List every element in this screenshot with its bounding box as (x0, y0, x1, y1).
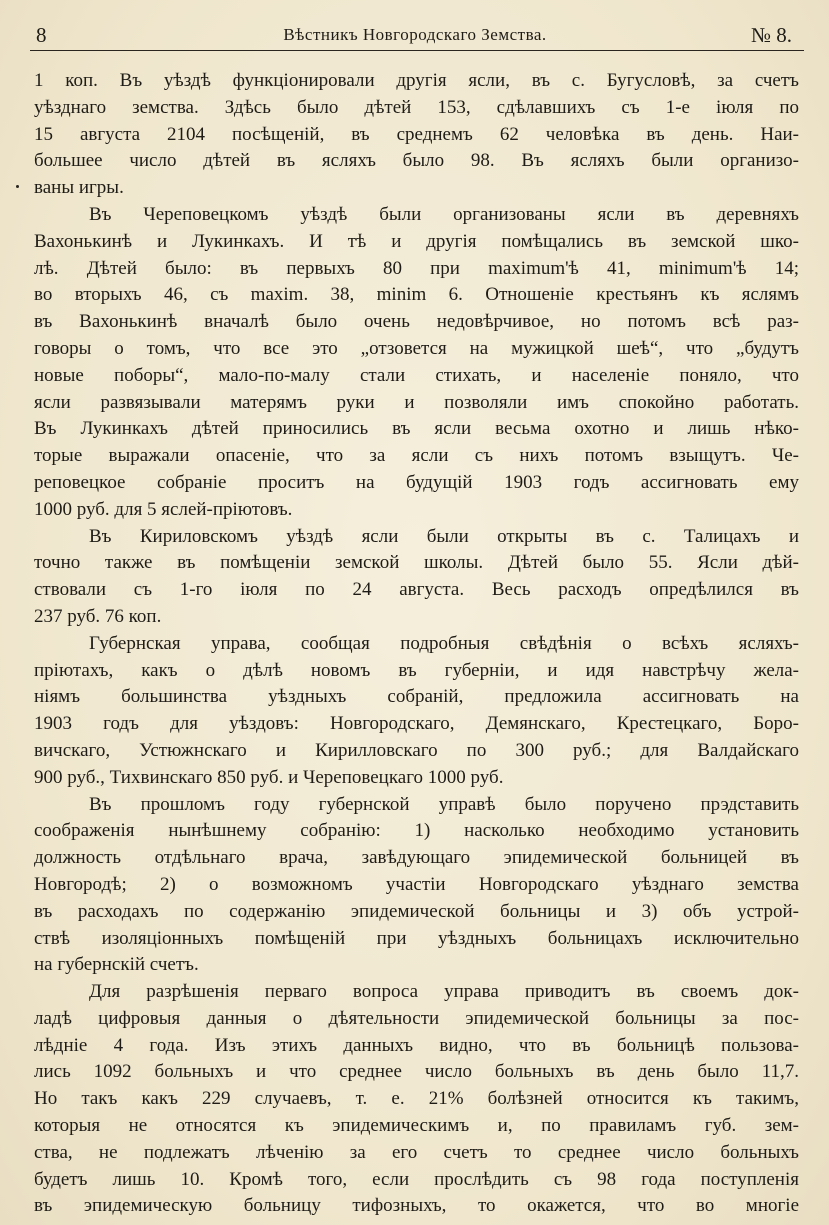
text-line: уѣзднаго земства. Здѣсь было дѣтей 153, сдѣлавшихъ съ 1-е іюля по (34, 96, 799, 118)
text-line: Губернская управа, сообщая подробныя свѣдѣнія о всѣхъ ясляхъ- (89, 632, 799, 654)
text-line: ства, не подлежатъ лѣченію за его счетъ то среднее число больныхъ (34, 1141, 799, 1163)
text-line: ладѣ цифровыя данныя о дѣятельности эпидемической больницы за пос- (34, 1007, 799, 1029)
text-line: которыя не относятся къ эпидемическимъ и, по правиламъ губ. зем- (34, 1115, 799, 1137)
text-line: вичскаго, Устюжнскаго и Кирилловскаго по 300 руб.; для Валдайскаго (34, 739, 799, 761)
text-line: точно также въ помѣщеніи земской школы. Дѣтей было 55. Ясли дѣй- (34, 552, 799, 574)
text-line: Для разрѣшенія перваго вопроса управа приводитъ въ своемъ док- (89, 981, 799, 1003)
text-line: пріютахъ, какъ о дѣлѣ новомъ въ губерніи, и идя навстрѣчу жела- (34, 659, 799, 681)
text-line: 1 коп. Въ уѣздѣ функціонировали другія ясли, въ с. Бугусловѣ, за счетъ (34, 70, 799, 91)
text-line: соображенія нынѣшнему собранію: 1) насколько необходимо установить (34, 820, 799, 842)
ink-speck (16, 185, 19, 188)
text-line: во вторыхъ 46, съ maxim. 38, minim 6. Отношеніе крестьянъ къ яслямъ (34, 284, 799, 306)
text-line: 237 руб. 76 коп. (34, 605, 162, 627)
text-line: должность отдѣльнаго врача, завѣдующаго эпидемической больницей въ (34, 847, 799, 869)
issue-number: № 8. (750, 23, 792, 47)
text-line: ясли развязывали матерямъ руки и позволяли имъ спокойно работать. (34, 391, 799, 413)
text-line: торые выражали опасеніе, что за ясли съ нихъ потомъ взыщутъ. Че- (34, 445, 799, 467)
text-line: говоры о томъ, что все это „отзовется на мужицкой шеѣ“, что „будутъ (34, 337, 799, 359)
text-line: лись 1092 больныхъ и что среднее число больныхъ въ день было 11,7. (34, 1061, 799, 1083)
text-line: 1903 годъ для уѣздовъ: Новгородскаго, Демянскаго, Крестецкаго, Боро- (34, 713, 799, 735)
text-line: большее число дѣтей въ ясляхъ было 98. Въ ясляхъ были организо- (34, 150, 799, 172)
text-line: ніямъ большинства уѣздныхъ собраній, предложила ассигновать на (34, 686, 799, 708)
text-line: 1000 руб. для 5 яслей-пріютовъ. (34, 498, 293, 520)
text-line: Но такъ какъ 229 случаевъ, т. е. 21% болѣзней относится къ такимъ, (34, 1088, 799, 1110)
text-line: будетъ лишь 10. Кромѣ того, если прослѣдить съ 98 года поступленія (34, 1168, 799, 1190)
text-line: въ эпидемическую больницу тифозныхъ, то окажется, что во многіе (34, 1195, 799, 1217)
text-line: Въ Череповецкомъ уѣздѣ были организованы ясли въ деревняхъ (89, 203, 799, 225)
text-line: 900 руб., Тихвинскаго 850 руб. и Череповецкаго 1000 руб. (34, 766, 504, 788)
running-title: Вѣстникъ Новгородскаго Земства. (283, 25, 547, 44)
text-line: ствовали съ 1-го іюля по 24 августа. Весь расходъ опредѣлился въ (34, 579, 799, 601)
text-line: 15 августа 2104 посѣщеній, въ среднемъ 62 человѣка въ день. Наи- (34, 123, 799, 145)
text-line: въ Вахонькинѣ вначалѣ было очень недовѣрчивое, но потомъ всѣ раз- (34, 311, 799, 333)
text-line: Въ прошломъ году губернской управѣ было поручено прэдставить (89, 793, 799, 815)
page-number: 8 (36, 23, 47, 47)
text-line: лѣдніе 4 года. Изъ этихъ данныхъ видно, что въ больницѣ пользова- (34, 1034, 799, 1056)
text-line: въ расходахъ по содержанію эпидемической больницы и 3) объ устрой- (34, 900, 799, 922)
text-line: на губернскій счетъ. (34, 954, 199, 976)
text-line: Новгородѣ; 2) о возможномъ участіи Новгородскаго уѣзднаго земства (34, 873, 799, 895)
text-line: Въ Лукинкахъ дѣтей приносились въ ясли весьма охотно и лишь нѣко- (34, 418, 799, 440)
text-line: лѣ. Дѣтей было: въ первыхъ 80 при maximum'ѣ 41, minimum'ѣ 14; (34, 257, 799, 279)
text-line: новые поборы“, мало-по-малу стали стихать, и населеніе поняло, что (34, 364, 799, 386)
text-line: Въ Кириловскомъ уѣздѣ ясли были открыты въ с. Талицахъ и (89, 525, 799, 547)
page-header (30, 18, 800, 52)
header-rule (30, 50, 804, 51)
text-line: реповецкое собраніе проситъ на будущій 1903 годъ ассигновать ему (34, 471, 799, 493)
body-text (34, 68, 799, 1220)
text-line: ствѣ изоляціонныхъ помѣщеній при уѣздныхъ больницахъ исключительно (34, 927, 799, 949)
text-line: Вахонькинѣ и Лукинкахъ. И тѣ и другія помѣщались въ земской шко- (34, 230, 799, 252)
text-line: ваны игры. (34, 177, 124, 199)
